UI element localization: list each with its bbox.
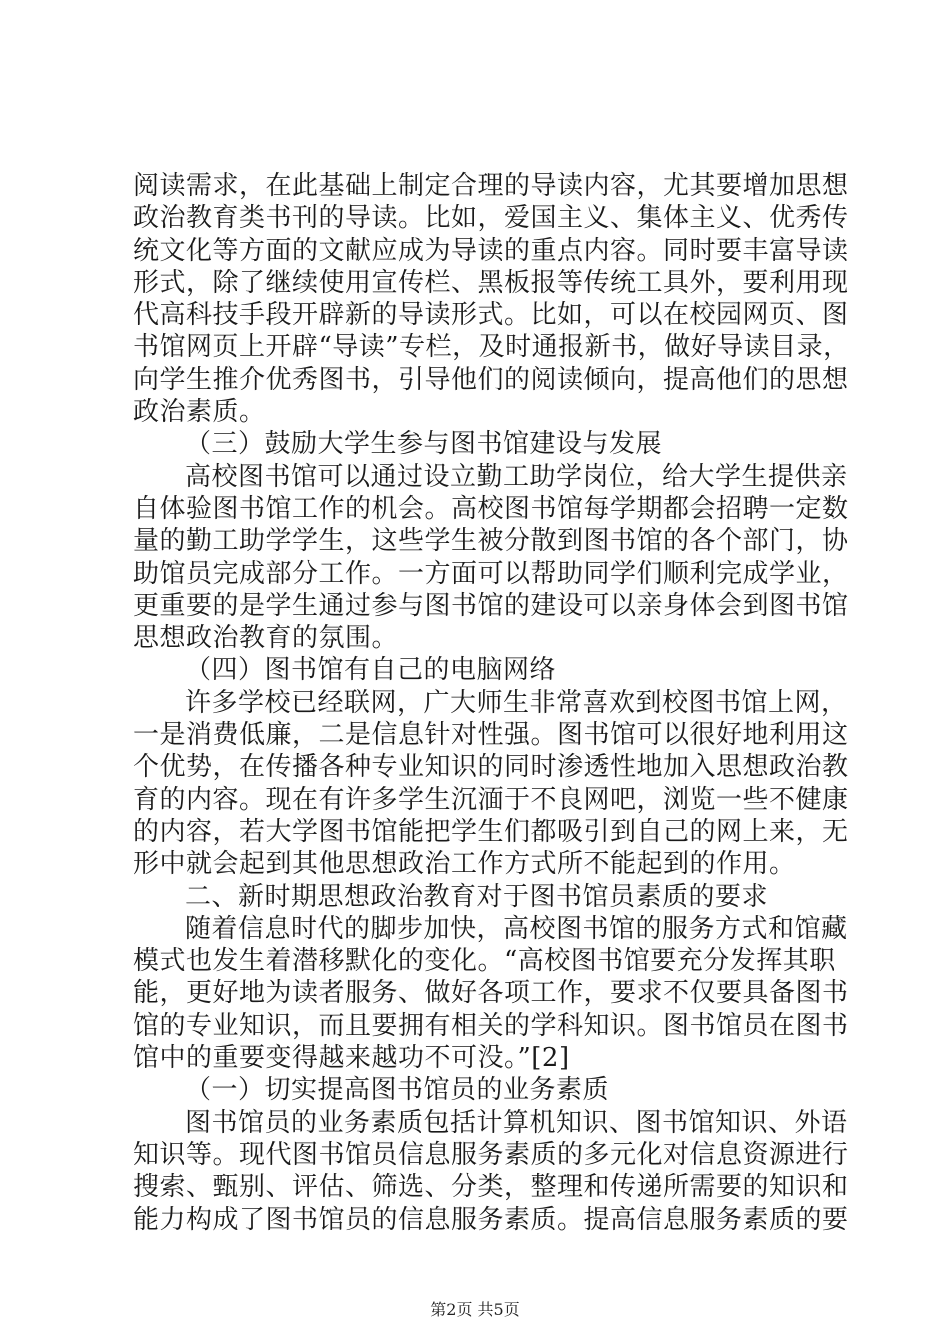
text-line: 思想政治教育的氛围。	[133, 623, 399, 654]
text-line: 更重要的是学生通过参与图书馆的建设可以亲身体会到图书馆	[133, 590, 849, 621]
text-line: 政治素质。	[133, 397, 266, 428]
text-line: 馆中的重要变得越来越功不可没。”[2]	[133, 1043, 570, 1074]
text-line: 助馆员完成部分工作。一方面可以帮助同学们顺利完成学业，	[133, 558, 849, 589]
text-line: 向学生推介优秀图书，引导他们的阅读倾向，提高他们的思想	[133, 364, 849, 395]
text-line: 统文化等方面的文献应成为导读的重点内容。同时要丰富导读	[133, 235, 849, 266]
section-heading: （三）鼓励大学生参与图书馆建设与发展	[185, 429, 663, 460]
text-line: 图书馆员的业务素质包括计算机知识、图书馆知识、外语	[185, 1107, 848, 1138]
text-line: 形中就会起到其他思想政治工作方式所不能起到的作用。	[133, 849, 796, 880]
text-line: 的内容，若大学图书馆能把学生们都吸引到自己的网上来，无	[133, 816, 849, 847]
text-line: 能力构成了图书馆员的信息服务素质。提高信息服务素质的要	[133, 1204, 849, 1235]
text-line: 能，更好地为读者服务、做好各项工作，要求不仅要具备图书	[133, 978, 849, 1009]
section-heading: 二、新时期思想政治教育对于图书馆员素质的要求	[185, 881, 769, 912]
text-line: 书馆网页上开辟“导读”专栏，及时通报新书，做好导读目录，	[133, 332, 850, 363]
text-line: 搜索、甄别、评估、筛选、分类，整理和传递所需要的知识和	[133, 1172, 849, 1203]
text-line: 量的勤工助学学生，这些学生被分散到图书馆的各个部门，协	[133, 526, 849, 557]
section-heading: （四）图书馆有自己的电脑网络	[185, 655, 557, 686]
text-line: 阅读需求，在此基础上制定合理的导读内容，尤其要增加思想	[133, 171, 849, 201]
text-line: 自体验图书馆工作的机会。高校图书馆每学期都会招聘一定数	[133, 493, 849, 524]
text-line: 个优势，在传播各种专业知识的同时渗透性地加入思想政治教	[133, 752, 849, 783]
text-line: 高校图书馆可以通过设立勤工助学岗位，给大学生提供亲	[185, 461, 848, 492]
text-line: 馆的专业知识，而且要拥有相关的学科知识。图书馆员在图书	[133, 1010, 849, 1041]
text-line: 知识等。现代图书馆员信息服务素质的多元化对信息资源进行	[133, 1139, 849, 1170]
text-line: 形式，除了继续使用宣传栏、黑板报等传统工具外，要利用现	[133, 267, 849, 298]
document-body	[133, 170, 850, 1236]
text-line: 代高科技手段开辟新的导读形式。比如，可以在校园网页、图	[133, 300, 849, 331]
text-line: 政治教育类书刊的导读。比如，爱国主义、集体主义、优秀传	[133, 203, 849, 234]
text-line: 育的内容。现在有许多学生沉湎于不良网吧，浏览一些不健康	[133, 784, 849, 815]
section-heading: （一）切实提高图书馆员的业务素质	[185, 1075, 610, 1106]
text-line: 一是消费低廉，二是信息针对性强。图书馆可以很好地利用这	[133, 720, 849, 751]
text-line: 随着信息时代的脚步加快，高校图书馆的服务方式和馆藏	[185, 913, 848, 944]
page-footer: 第2页 共5页	[430, 1300, 520, 1319]
text-line: 许多学校已经联网，广大师生非常喜欢到校图书馆上网，	[185, 687, 848, 718]
text-line: 模式也发生着潜移默化的变化。“高校图书馆要充分发挥其职	[133, 946, 836, 977]
